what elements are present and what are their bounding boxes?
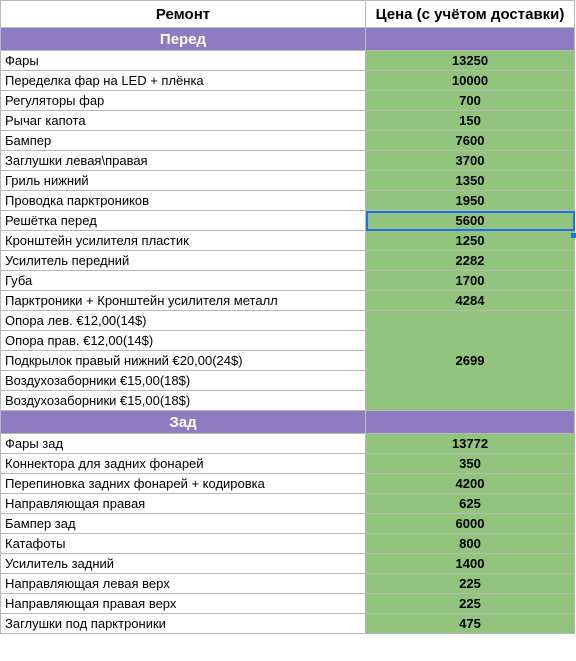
table-row — [1, 474, 575, 494]
item-price[interactable]: 6000 — [366, 514, 575, 534]
table-row — [1, 131, 575, 151]
section-price-empty[interactable] — [366, 28, 575, 51]
table-row — [1, 454, 575, 474]
section-row-rear — [1, 411, 575, 434]
table-row — [1, 494, 575, 514]
table-row — [1, 554, 575, 574]
item-price[interactable]: 4284 — [366, 291, 575, 311]
item-name[interactable]: Фары зад — [1, 434, 366, 454]
item-name[interactable]: Переделка фар на LED + плёнка — [1, 71, 366, 91]
group-item-name[interactable]: Опора прав. €12,00(14$) — [1, 331, 366, 351]
item-price[interactable]: 3700 — [366, 151, 575, 171]
item-price[interactable]: 800 — [366, 534, 575, 554]
section-row-front — [1, 28, 575, 51]
header-repair[interactable]: Ремонт — [1, 1, 366, 28]
table-row — [1, 614, 575, 634]
item-name[interactable]: Направляющая правая верх — [1, 594, 366, 614]
item-price[interactable]: 1400 — [366, 554, 575, 574]
table-row — [1, 271, 575, 291]
item-price[interactable]: 4200 — [366, 474, 575, 494]
table-row — [1, 594, 575, 614]
section-title-front[interactable]: Перед — [1, 28, 366, 51]
item-name[interactable]: Катафоты — [1, 534, 366, 554]
item-price[interactable]: 13772 — [366, 434, 575, 454]
table-row — [1, 171, 575, 191]
table-row — [1, 71, 575, 91]
table-row — [1, 111, 575, 131]
item-name[interactable]: Усилитель задний — [1, 554, 366, 574]
item-price[interactable]: 1350 — [366, 171, 575, 191]
item-price[interactable]: 13250 — [366, 51, 575, 71]
item-price[interactable]: 225 — [366, 594, 575, 614]
item-name[interactable]: Бампер — [1, 131, 366, 151]
item-price[interactable]: 625 — [366, 494, 575, 514]
group-price-merged[interactable]: 2699 — [366, 311, 575, 411]
item-price[interactable]: 700 — [366, 91, 575, 111]
item-name[interactable]: Коннектора для задних фонарей — [1, 454, 366, 474]
item-name[interactable]: Губа — [1, 271, 366, 291]
section-title-rear[interactable]: Зад — [1, 411, 366, 434]
group-item-name[interactable]: Воздухозаборники €15,00(18$) — [1, 391, 366, 411]
item-name[interactable]: Кронштейн усилителя пластик — [1, 231, 366, 251]
item-name[interactable]: Фары — [1, 51, 366, 71]
item-price[interactable]: 10000 — [366, 71, 575, 91]
item-price[interactable]: 150 — [366, 111, 575, 131]
item-price[interactable]: 1250 — [366, 231, 575, 251]
item-name[interactable]: Рычаг капота — [1, 111, 366, 131]
item-price[interactable]: 1700 — [366, 271, 575, 291]
item-price[interactable]: 7600 — [366, 131, 575, 151]
item-price[interactable]: 350 — [366, 454, 575, 474]
item-price[interactable]: 2282 — [366, 251, 575, 271]
item-name[interactable]: Усилитель передний — [1, 251, 366, 271]
item-name[interactable]: Гриль нижний — [1, 171, 366, 191]
item-price-selected-cell[interactable]: 5600 — [366, 211, 575, 231]
table-row — [1, 251, 575, 271]
item-name[interactable]: Бампер зад — [1, 514, 366, 534]
item-price[interactable]: 225 — [366, 574, 575, 594]
group-item-name[interactable]: Опора лев. €12,00(14$) — [1, 311, 366, 331]
table-row — [1, 211, 575, 231]
item-name[interactable]: Направляющая левая верх — [1, 574, 366, 594]
item-name[interactable]: Регуляторы фар — [1, 91, 366, 111]
table-row — [1, 151, 575, 171]
table-row — [1, 434, 575, 454]
table-row — [1, 191, 575, 211]
item-name[interactable]: Парктроники + Кронштейн усилителя металл — [1, 291, 366, 311]
section-price-empty[interactable] — [366, 411, 575, 434]
table-row — [1, 574, 575, 594]
selection-fill-handle[interactable] — [571, 233, 576, 238]
table-row — [1, 311, 575, 331]
table-row — [1, 534, 575, 554]
group-item-name[interactable]: Воздухозаборники €15,00(18$) — [1, 371, 366, 391]
item-name[interactable]: Направляющая правая — [1, 494, 366, 514]
item-name[interactable]: Заглушки левая\правая — [1, 151, 366, 171]
table-row — [1, 291, 575, 311]
group-item-name[interactable]: Подкрылок правый нижний €20,00(24$) — [1, 351, 366, 371]
item-name[interactable]: Решётка перед — [1, 211, 366, 231]
item-price[interactable]: 475 — [366, 614, 575, 634]
table-row — [1, 231, 575, 251]
item-price[interactable]: 1950 — [366, 191, 575, 211]
header-price[interactable]: Цена (с учётом доставки) — [366, 1, 575, 28]
item-name[interactable]: Заглушки под парктроники — [1, 614, 366, 634]
table-row — [1, 514, 575, 534]
item-name[interactable]: Перепиновка задних фонарей + кодировка — [1, 474, 366, 494]
item-name[interactable]: Проводка парктроников — [1, 191, 366, 211]
table-row — [1, 51, 575, 71]
table-row — [1, 91, 575, 111]
header-row — [1, 1, 575, 28]
